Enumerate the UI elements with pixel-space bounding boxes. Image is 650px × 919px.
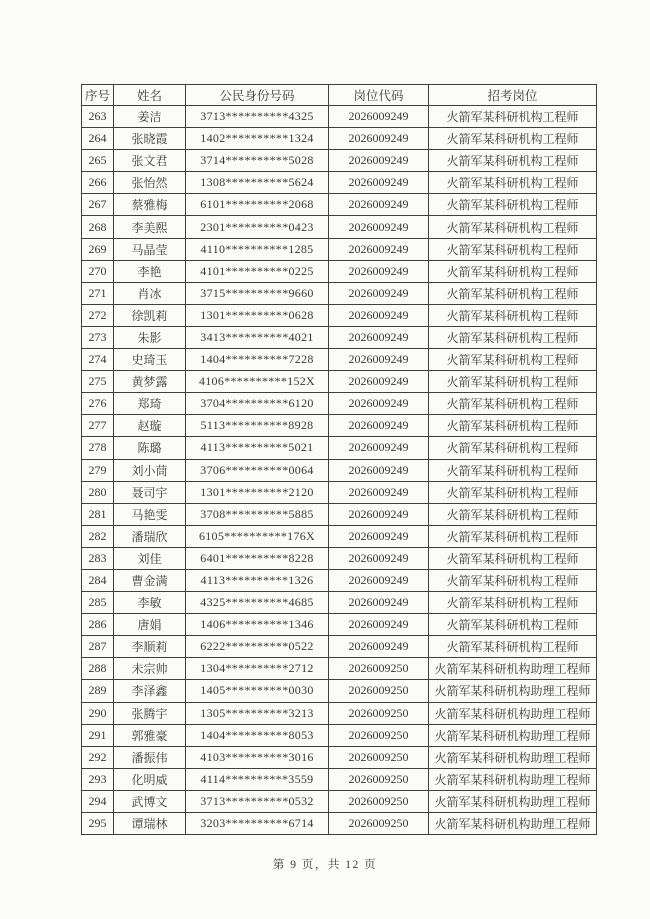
table-row xyxy=(82,459,597,481)
cell-position-title: 火箭军某科研机构工程师 xyxy=(429,128,597,150)
cell-position-title: 火箭军某科研机构工程师 xyxy=(429,592,597,614)
cell-serial-number: 265 xyxy=(82,150,114,172)
cell-serial-number: 282 xyxy=(82,525,114,547)
cell-serial-number: 264 xyxy=(82,128,114,150)
cell-serial-number: 286 xyxy=(82,614,114,636)
cell-position-code: 2026009249 xyxy=(329,150,429,172)
table-row xyxy=(82,150,597,172)
cell-position-title: 火箭军某科研机构助理工程师 xyxy=(429,724,597,746)
cell-position-code: 2026009249 xyxy=(329,194,429,216)
cell-citizen-id: 5113**********8928 xyxy=(186,415,329,437)
cell-position-code: 2026009249 xyxy=(329,614,429,636)
table-row xyxy=(82,525,597,547)
cell-position-code: 2026009249 xyxy=(329,216,429,238)
table-row xyxy=(82,724,597,746)
cell-position-title: 火箭军某科研机构工程师 xyxy=(429,503,597,525)
cell-citizen-id: 1405**********0030 xyxy=(186,680,329,702)
cell-name: 李顺莉 xyxy=(114,636,186,658)
cell-position-code: 2026009249 xyxy=(329,349,429,371)
cell-position-title: 火箭军某科研机构工程师 xyxy=(429,614,597,636)
table-row xyxy=(82,371,597,393)
cell-citizen-id: 3713**********4325 xyxy=(186,106,329,128)
recruitment-roster-table xyxy=(81,84,597,835)
cell-serial-number: 273 xyxy=(82,326,114,348)
cell-citizen-id: 4114**********3559 xyxy=(186,768,329,790)
cell-position-code: 2026009250 xyxy=(329,746,429,768)
table-row xyxy=(82,238,597,260)
cell-position-title: 火箭军某科研机构工程师 xyxy=(429,393,597,415)
cell-name: 马晶莹 xyxy=(114,238,186,260)
cell-serial-number: 293 xyxy=(82,768,114,790)
cell-citizen-id: 4113**********5021 xyxy=(186,437,329,459)
cell-position-code: 2026009249 xyxy=(329,260,429,282)
cell-position-title: 火箭军某科研机构助理工程师 xyxy=(429,658,597,680)
cell-citizen-id: 6101**********2068 xyxy=(186,194,329,216)
cell-citizen-id: 3715**********9660 xyxy=(186,282,329,304)
cell-citizen-id: 6401**********8228 xyxy=(186,547,329,569)
cell-serial-number: 285 xyxy=(82,592,114,614)
cell-name: 刘佳 xyxy=(114,547,186,569)
cell-position-title: 火箭军某科研机构工程师 xyxy=(429,260,597,282)
cell-citizen-id: 3704**********6120 xyxy=(186,393,329,415)
cell-serial-number: 272 xyxy=(82,304,114,326)
cell-name: 曹金满 xyxy=(114,569,186,591)
cell-name: 史琦玉 xyxy=(114,349,186,371)
cell-position-title: 火箭军某科研机构工程师 xyxy=(429,437,597,459)
cell-citizen-id: 6105**********176X xyxy=(186,525,329,547)
cell-position-code: 2026009249 xyxy=(329,326,429,348)
cell-citizen-id: 6222**********0522 xyxy=(186,636,329,658)
cell-position-title: 火箭军某科研机构助理工程师 xyxy=(429,680,597,702)
cell-citizen-id: 4101**********0225 xyxy=(186,260,329,282)
cell-name: 张怡然 xyxy=(114,172,186,194)
cell-name: 马艳雯 xyxy=(114,503,186,525)
cell-position-title: 火箭军某科研机构助理工程师 xyxy=(429,813,597,835)
cell-name: 潘瑞欣 xyxy=(114,525,186,547)
cell-serial-number: 275 xyxy=(82,371,114,393)
cell-name: 李敏 xyxy=(114,592,186,614)
cell-citizen-id: 1301**********2120 xyxy=(186,481,329,503)
cell-position-code: 2026009249 xyxy=(329,481,429,503)
cell-citizen-id: 2301**********0423 xyxy=(186,216,329,238)
cell-position-title: 火箭军某科研机构助理工程师 xyxy=(429,746,597,768)
cell-position-title: 火箭军某科研机构助理工程师 xyxy=(429,702,597,724)
table-row xyxy=(82,326,597,348)
cell-serial-number: 271 xyxy=(82,282,114,304)
cell-position-code: 2026009249 xyxy=(329,128,429,150)
cell-serial-number: 292 xyxy=(82,746,114,768)
cell-serial-number: 291 xyxy=(82,724,114,746)
cell-name: 黄梦露 xyxy=(114,371,186,393)
cell-position-code: 2026009249 xyxy=(329,282,429,304)
table-row xyxy=(82,128,597,150)
cell-position-code: 2026009249 xyxy=(329,503,429,525)
cell-name: 未宗帅 xyxy=(114,658,186,680)
table-row xyxy=(82,636,597,658)
cell-serial-number: 287 xyxy=(82,636,114,658)
cell-name: 姜洁 xyxy=(114,106,186,128)
table-row xyxy=(82,768,597,790)
cell-serial-number: 281 xyxy=(82,503,114,525)
cell-name: 聂司宇 xyxy=(114,481,186,503)
cell-citizen-id: 4325**********4685 xyxy=(186,592,329,614)
cell-serial-number: 295 xyxy=(82,813,114,835)
header-citizen-id: 公民身份号码 xyxy=(186,85,329,106)
cell-name: 张晓霞 xyxy=(114,128,186,150)
cell-citizen-id: 1402**********1324 xyxy=(186,128,329,150)
cell-citizen-id: 1308**********5624 xyxy=(186,172,329,194)
cell-citizen-id: 1406**********1346 xyxy=(186,614,329,636)
cell-citizen-id: 3713**********0532 xyxy=(186,790,329,812)
cell-name: 潘振伟 xyxy=(114,746,186,768)
cell-position-code: 2026009249 xyxy=(329,393,429,415)
cell-name: 徐凯莉 xyxy=(114,304,186,326)
header-position-code: 岗位代码 xyxy=(329,85,429,106)
header-position-title: 招考岗位 xyxy=(429,85,597,106)
cell-name: 蔡雅梅 xyxy=(114,194,186,216)
cell-name: 赵璇 xyxy=(114,415,186,437)
cell-position-code: 2026009250 xyxy=(329,658,429,680)
cell-position-code: 2026009249 xyxy=(329,415,429,437)
cell-position-code: 2026009249 xyxy=(329,371,429,393)
cell-name: 李泽鑫 xyxy=(114,680,186,702)
cell-serial-number: 284 xyxy=(82,569,114,591)
table-row xyxy=(82,614,597,636)
cell-position-code: 2026009249 xyxy=(329,459,429,481)
cell-serial-number: 283 xyxy=(82,547,114,569)
table-row xyxy=(82,106,597,128)
cell-name: 刘小茼 xyxy=(114,459,186,481)
cell-name: 张文君 xyxy=(114,150,186,172)
cell-citizen-id: 1305**********3213 xyxy=(186,702,329,724)
cell-serial-number: 280 xyxy=(82,481,114,503)
table-row xyxy=(82,813,597,835)
cell-serial-number: 266 xyxy=(82,172,114,194)
cell-position-title: 火箭军某科研机构工程师 xyxy=(429,636,597,658)
cell-citizen-id: 3706**********0064 xyxy=(186,459,329,481)
cell-position-code: 2026009249 xyxy=(329,592,429,614)
cell-citizen-id: 4106**********152X xyxy=(186,371,329,393)
cell-citizen-id: 3413**********4021 xyxy=(186,326,329,348)
cell-position-code: 2026009250 xyxy=(329,768,429,790)
cell-position-code: 2026009250 xyxy=(329,724,429,746)
cell-position-code: 2026009249 xyxy=(329,437,429,459)
table-row xyxy=(82,658,597,680)
cell-position-title: 火箭军某科研机构助理工程师 xyxy=(429,768,597,790)
cell-serial-number: 263 xyxy=(82,106,114,128)
cell-position-title: 火箭军某科研机构工程师 xyxy=(429,304,597,326)
cell-name: 唐娟 xyxy=(114,614,186,636)
cell-citizen-id: 4113**********1326 xyxy=(186,569,329,591)
cell-position-code: 2026009249 xyxy=(329,238,429,260)
cell-name: 郑琦 xyxy=(114,393,186,415)
cell-position-code: 2026009250 xyxy=(329,790,429,812)
cell-name: 肖冰 xyxy=(114,282,186,304)
cell-name: 李艳 xyxy=(114,260,186,282)
table-row xyxy=(82,349,597,371)
table-row xyxy=(82,746,597,768)
cell-position-title: 火箭军某科研机构工程师 xyxy=(429,481,597,503)
cell-position-code: 2026009250 xyxy=(329,702,429,724)
cell-position-code: 2026009249 xyxy=(329,525,429,547)
cell-position-title: 火箭军某科研机构工程师 xyxy=(429,194,597,216)
table-row xyxy=(82,393,597,415)
cell-name: 郭雅豪 xyxy=(114,724,186,746)
table-row xyxy=(82,172,597,194)
table-row xyxy=(82,503,597,525)
cell-position-code: 2026009250 xyxy=(329,680,429,702)
table-header xyxy=(82,85,597,106)
cell-position-title: 火箭军某科研机构工程师 xyxy=(429,525,597,547)
cell-position-title: 火箭军某科研机构工程师 xyxy=(429,326,597,348)
cell-position-code: 2026009249 xyxy=(329,547,429,569)
table-row xyxy=(82,547,597,569)
cell-position-title: 火箭军某科研机构工程师 xyxy=(429,238,597,260)
cell-serial-number: 278 xyxy=(82,437,114,459)
cell-citizen-id: 1404**********8053 xyxy=(186,724,329,746)
cell-position-title: 火箭军某科研机构工程师 xyxy=(429,106,597,128)
cell-position-code: 2026009249 xyxy=(329,636,429,658)
page-number-footer: 第 9 页，共 12 页 xyxy=(272,859,378,871)
cell-position-title: 火箭军某科研机构工程师 xyxy=(429,282,597,304)
header-serial-number: 序号 xyxy=(82,85,114,106)
cell-position-title: 火箭军某科研机构工程师 xyxy=(429,172,597,194)
header-name: 姓名 xyxy=(114,85,186,106)
table-row xyxy=(82,481,597,503)
cell-citizen-id: 4110**********1285 xyxy=(186,238,329,260)
cell-serial-number: 289 xyxy=(82,680,114,702)
cell-position-code: 2026009249 xyxy=(329,569,429,591)
cell-citizen-id: 3203**********6714 xyxy=(186,813,329,835)
cell-citizen-id: 1304**********2712 xyxy=(186,658,329,680)
cell-name: 朱影 xyxy=(114,326,186,348)
table-row xyxy=(82,680,597,702)
cell-serial-number: 276 xyxy=(82,393,114,415)
cell-citizen-id: 3708**********5885 xyxy=(186,503,329,525)
cell-serial-number: 270 xyxy=(82,260,114,282)
cell-position-code: 2026009249 xyxy=(329,172,429,194)
cell-position-code: 2026009249 xyxy=(329,106,429,128)
cell-serial-number: 268 xyxy=(82,216,114,238)
cell-citizen-id: 4103**********3016 xyxy=(186,746,329,768)
table-row xyxy=(82,702,597,724)
cell-citizen-id: 3714**********5028 xyxy=(186,150,329,172)
table-row xyxy=(82,260,597,282)
cell-position-title: 火箭军某科研机构工程师 xyxy=(429,547,597,569)
table-row xyxy=(82,592,597,614)
table-row xyxy=(82,437,597,459)
cell-name: 谭瑞林 xyxy=(114,813,186,835)
cell-serial-number: 274 xyxy=(82,349,114,371)
cell-name: 陈璐 xyxy=(114,437,186,459)
cell-position-title: 火箭军某科研机构工程师 xyxy=(429,569,597,591)
table-row xyxy=(82,304,597,326)
table-body xyxy=(82,106,597,835)
table-row xyxy=(82,282,597,304)
cell-position-title: 火箭军某科研机构工程师 xyxy=(429,459,597,481)
cell-serial-number: 267 xyxy=(82,194,114,216)
cell-name: 化明威 xyxy=(114,768,186,790)
cell-position-title: 火箭军某科研机构工程师 xyxy=(429,150,597,172)
table-row xyxy=(82,569,597,591)
cell-position-title: 火箭军某科研机构工程师 xyxy=(429,415,597,437)
cell-name: 张腾宇 xyxy=(114,702,186,724)
cell-serial-number: 269 xyxy=(82,238,114,260)
header-row xyxy=(82,85,597,106)
cell-position-title: 火箭军某科研机构工程师 xyxy=(429,216,597,238)
table-row xyxy=(82,194,597,216)
cell-citizen-id: 1404**********7228 xyxy=(186,349,329,371)
cell-name: 武博文 xyxy=(114,790,186,812)
cell-serial-number: 294 xyxy=(82,790,114,812)
cell-serial-number: 277 xyxy=(82,415,114,437)
cell-position-code: 2026009249 xyxy=(329,304,429,326)
cell-name: 李美熙 xyxy=(114,216,186,238)
table-row xyxy=(82,216,597,238)
cell-position-code: 2026009250 xyxy=(329,813,429,835)
cell-serial-number: 290 xyxy=(82,702,114,724)
cell-citizen-id: 1301**********0628 xyxy=(186,304,329,326)
cell-position-title: 火箭军某科研机构工程师 xyxy=(429,371,597,393)
cell-position-title: 火箭军某科研机构工程师 xyxy=(429,349,597,371)
cell-serial-number: 279 xyxy=(82,459,114,481)
cell-serial-number: 288 xyxy=(82,658,114,680)
table-row xyxy=(82,415,597,437)
cell-position-title: 火箭军某科研机构助理工程师 xyxy=(429,790,597,812)
table-row xyxy=(82,790,597,812)
